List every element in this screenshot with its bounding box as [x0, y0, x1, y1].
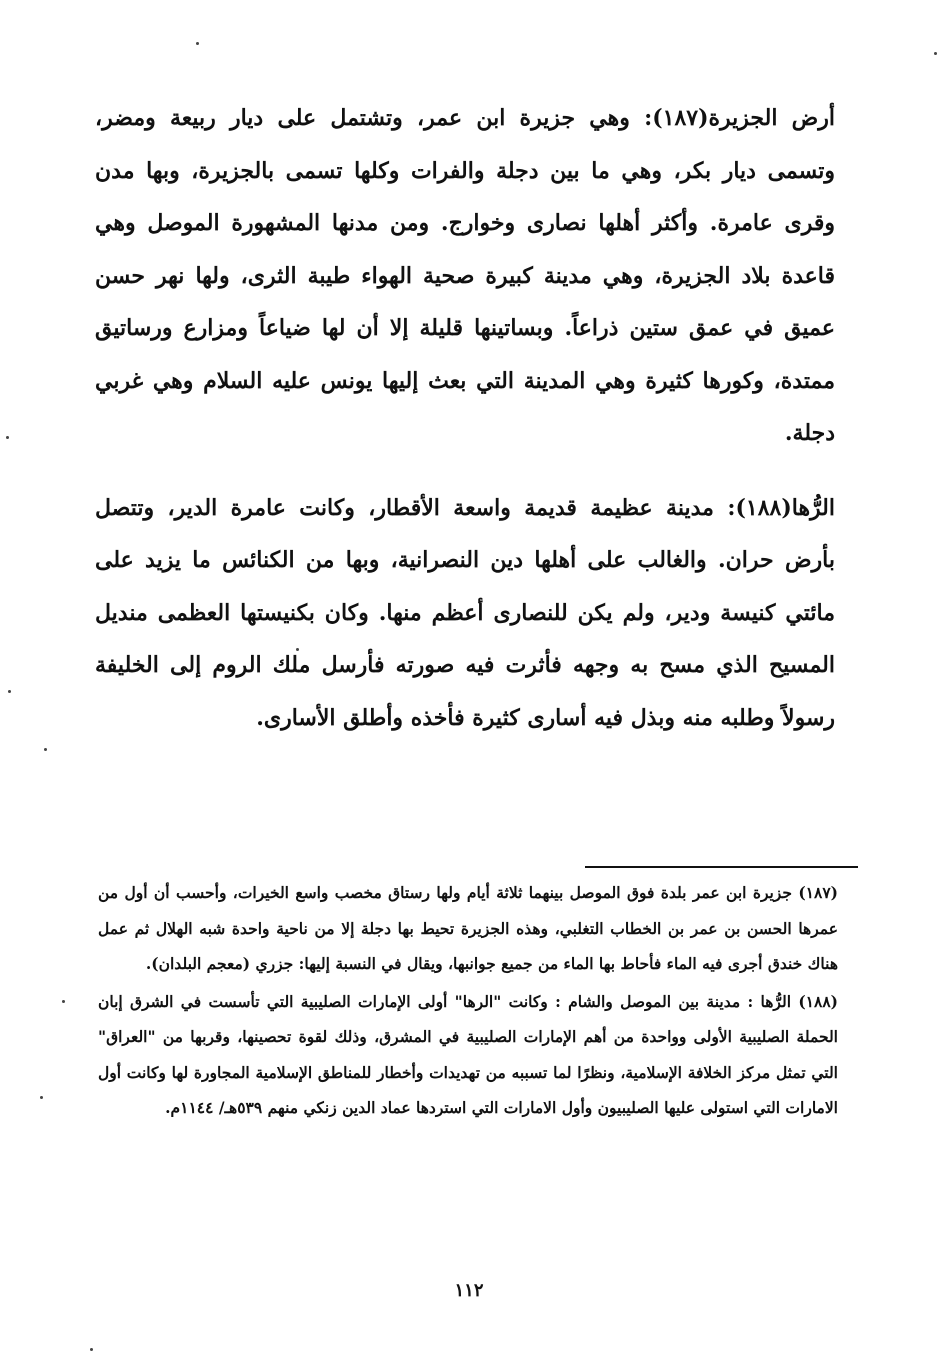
scan-speck — [8, 690, 11, 693]
heading-ruha: الرُّها(١٨٨): — [727, 494, 835, 521]
main-text — [95, 92, 835, 744]
scan-speck — [40, 1096, 43, 1099]
footnotes — [98, 875, 838, 1126]
paragraph-jazira-text: وهي جزيرة ابن عمر، وتشتمل على ديار ربيعة ومضر، وتسمى ديار بكر، وهي ما بين دجلة والفرات وكلها تسمى بالجزيرة، وبها مدن وقرى عامرة. وأكثر أهلها نصارى وخوارج. ومن مدنها المشهورة الموصل وهي قاعدة بلاد الجزيرة، وهي مدينة كبيرة صحية الهواء طيبة الثرى، ولها نهر حسن عميق في عمق ستين ذراعاً. وبساتينها قليلة إلا أن لها ضياعاً ومزارع ورساتيق ممتدة، وكورها كثيرة وهي المدينة التي بعث إليها يونس عليه السلام وهي غربي دجلة. — [95, 105, 835, 446]
heading-jazira: أرض الجزيرة(١٨٧): — [644, 105, 835, 131]
paragraph-jazira — [95, 92, 835, 460]
scan-speck — [44, 748, 47, 751]
scan-speck — [90, 1348, 93, 1351]
scan-speck — [62, 1000, 65, 1003]
footnote-separator — [585, 866, 858, 868]
scan-speck — [6, 436, 9, 439]
page-number: ١١٢ — [454, 1280, 484, 1301]
scan-speck — [296, 648, 299, 651]
paragraph-ruha — [95, 482, 835, 745]
footnote-188: (١٨٨) الرُّها : مدينة بين الموصل والشام : وكانت "الرها" أولى الإمارات الصليبية التي تأسست في الشرق إبان الحملة الصليبية الأولى وواحدة من أهم الإمارات الصليبية في المشرق، وذلك لقوة تحصينها، وقربها من "العراق" التي تمثل مركز الخلافة الإسلامية، ونظرًا لما تسببه من تهديدات وأخطار للمناطق الإسلامية المجاورة لها وكانت أول الامارات التي استولى عليها الصليبيون وأول الامارات التي استردها عماد الدين زنكي منهم ٥٣٩هـ/ ١١٤٤م. — [98, 991, 838, 1117]
footnote-187: (١٨٧) جزيرة ابن عمر بلدة فوق الموصل بينهما ثلاثة أيام ولها رستاق مخصب واسع الخيرات، وأحسب أن أول من عمرها الحسن بن عمر بن الخطاب التغلبي، وهذه الجزيرة تحيط بها دجلة إلا من ناحية واحدة شبه الهلال ثم عمل هناك خندق أجرى فيه الماء فأحاط بها الماء من جميع جوانبها، ويقال في النسبة إليها: جزري (معجم البلدان). — [98, 883, 838, 973]
scan-speck — [196, 42, 199, 45]
paragraph-ruha-text: مدينة عظيمة قديمة واسعة الأقطار، وكانت عامرة الدير، وتتصل بأرض حران. والغالب على أهلها دين النصرانية، وبها من الكنائس ما يزيد على مائتي كنيسة ودير، ولم يكن للنصارى أعظم منها. وكان بكنيستها العظمى منديل المسيح الذي مسح به وجهه فأثرت فيه صورته فأرسل ملك الروم إلى الخليفة رسولاً وطلبه منه وبذل فيه أسارى كثيرة فأخذه وأطلق الأسارى. — [95, 494, 835, 731]
scan-speck — [934, 52, 937, 55]
